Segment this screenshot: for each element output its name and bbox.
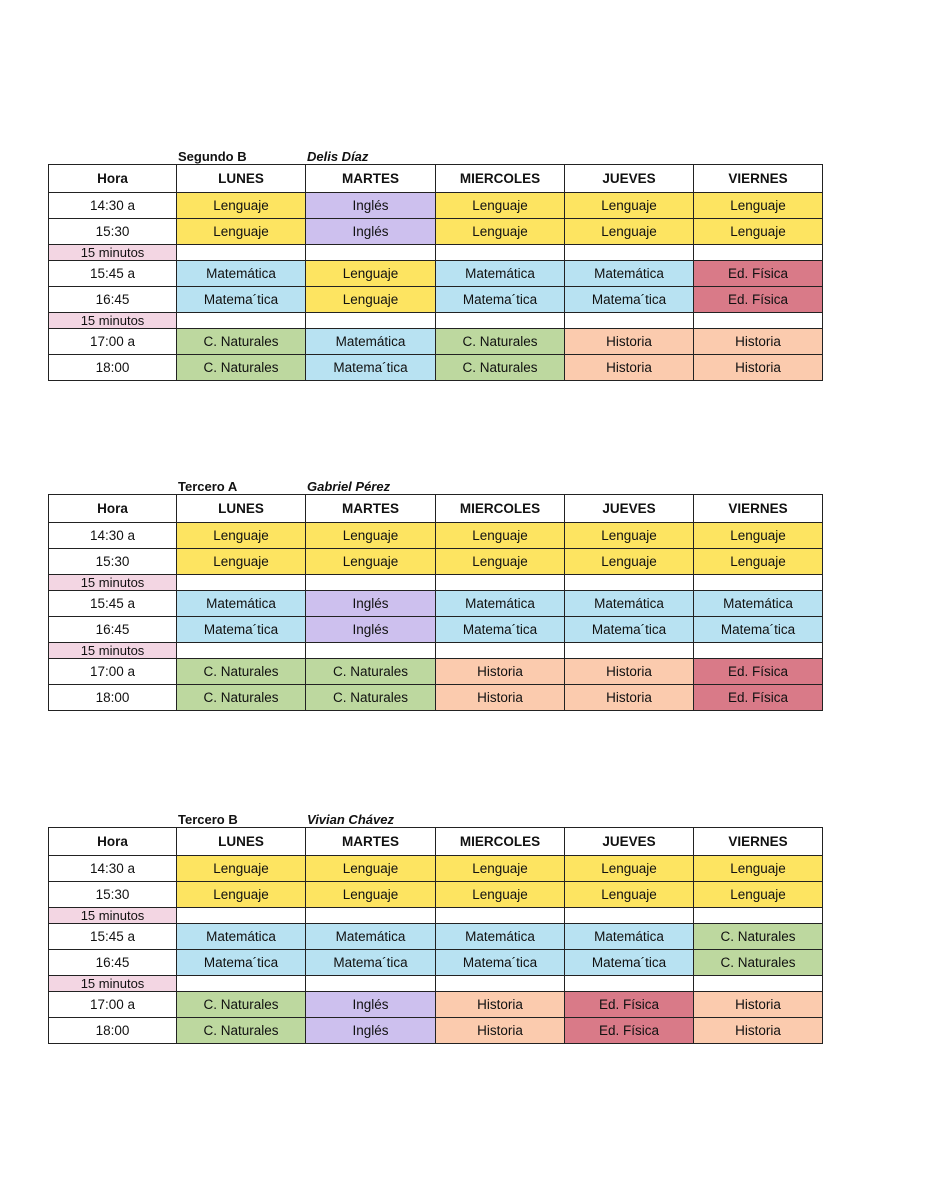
subject-cell: Lenguaje bbox=[694, 882, 823, 908]
teacher-name: Vivian Chávez bbox=[307, 812, 394, 827]
subject-cell: Matema´tica bbox=[306, 355, 436, 381]
day-header-martes: MARTES bbox=[306, 495, 436, 523]
time-cell: 15:30 bbox=[49, 219, 177, 245]
subject-cell: Inglés bbox=[306, 1018, 436, 1044]
schedule-segundo-b bbox=[48, 146, 822, 381]
subject-cell: Lenguaje bbox=[306, 549, 436, 575]
subject-cell: Lenguaje bbox=[177, 523, 306, 549]
subject-cell: Historia bbox=[436, 685, 565, 711]
break-empty-cell bbox=[565, 575, 694, 591]
break-empty-cell bbox=[177, 908, 306, 924]
time-cell: 15:30 bbox=[49, 549, 177, 575]
subject-cell: Matemática bbox=[565, 591, 694, 617]
subject-cell: Matemática bbox=[436, 261, 565, 287]
time-cell: 16:45 bbox=[49, 617, 177, 643]
break-row bbox=[49, 908, 823, 924]
break-empty-cell bbox=[306, 908, 436, 924]
subject-cell: Lenguaje bbox=[177, 193, 306, 219]
time-cell: 17:00 a bbox=[49, 329, 177, 355]
subject-cell: Matema´tica bbox=[177, 287, 306, 313]
time-cell: 14:30 a bbox=[49, 856, 177, 882]
day-header-lunes: LUNES bbox=[177, 165, 306, 193]
break-empty-cell bbox=[177, 245, 306, 261]
break-empty-cell bbox=[694, 313, 823, 329]
subject-cell: Lenguaje bbox=[694, 523, 823, 549]
break-empty-cell bbox=[565, 908, 694, 924]
schedule-header bbox=[48, 146, 822, 164]
subject-cell: Matemática bbox=[306, 924, 436, 950]
break-empty-cell bbox=[306, 245, 436, 261]
break-empty-cell bbox=[565, 313, 694, 329]
lesson-row bbox=[49, 591, 823, 617]
schedule-table bbox=[48, 827, 823, 1044]
subject-cell: Ed. Física bbox=[694, 659, 823, 685]
time-cell: 18:00 bbox=[49, 355, 177, 381]
break-label: 15 minutos bbox=[49, 643, 177, 659]
subject-cell: Matemática bbox=[565, 924, 694, 950]
subject-cell: Lenguaje bbox=[177, 856, 306, 882]
time-cell: 15:45 a bbox=[49, 591, 177, 617]
break-row bbox=[49, 245, 823, 261]
lesson-row bbox=[49, 659, 823, 685]
subject-cell: C. Naturales bbox=[436, 329, 565, 355]
break-empty-cell bbox=[694, 908, 823, 924]
break-label: 15 minutos bbox=[49, 245, 177, 261]
lesson-row bbox=[49, 523, 823, 549]
subject-cell: Lenguaje bbox=[306, 261, 436, 287]
break-empty-cell bbox=[436, 313, 565, 329]
subject-cell: Lenguaje bbox=[565, 523, 694, 549]
lesson-row bbox=[49, 617, 823, 643]
break-empty-cell bbox=[177, 575, 306, 591]
break-row bbox=[49, 976, 823, 992]
time-cell: 16:45 bbox=[49, 287, 177, 313]
subject-cell: Lenguaje bbox=[694, 193, 823, 219]
subject-cell: Matemática bbox=[306, 329, 436, 355]
subject-cell: Inglés bbox=[306, 617, 436, 643]
group-name: Tercero A bbox=[178, 479, 238, 494]
subject-cell: Historia bbox=[694, 329, 823, 355]
day-header-miercoles: MIERCOLES bbox=[436, 165, 565, 193]
break-empty-cell bbox=[177, 643, 306, 659]
subject-cell: C. Naturales bbox=[694, 924, 823, 950]
subject-cell: Matema´tica bbox=[565, 617, 694, 643]
lesson-row bbox=[49, 685, 823, 711]
header-row bbox=[49, 165, 823, 193]
time-cell: 15:45 a bbox=[49, 924, 177, 950]
subject-cell: Historia bbox=[436, 992, 565, 1018]
subject-cell: Lenguaje bbox=[177, 219, 306, 245]
subject-cell: Ed. Física bbox=[694, 685, 823, 711]
day-header-viernes: VIERNES bbox=[694, 828, 823, 856]
day-header-miercoles: MIERCOLES bbox=[436, 828, 565, 856]
group-name: Segundo B bbox=[178, 149, 247, 164]
subject-cell: Historia bbox=[565, 659, 694, 685]
subject-cell: Lenguaje bbox=[177, 882, 306, 908]
time-cell: 17:00 a bbox=[49, 659, 177, 685]
subject-cell: Matema´tica bbox=[306, 950, 436, 976]
subject-cell: Lenguaje bbox=[306, 882, 436, 908]
time-cell: 14:30 a bbox=[49, 523, 177, 549]
lesson-row bbox=[49, 950, 823, 976]
lesson-row bbox=[49, 193, 823, 219]
break-empty-cell bbox=[306, 313, 436, 329]
subject-cell: Lenguaje bbox=[565, 549, 694, 575]
break-row bbox=[49, 643, 823, 659]
subject-cell: Ed. Física bbox=[694, 287, 823, 313]
subject-cell: Lenguaje bbox=[565, 219, 694, 245]
day-header-miercoles: MIERCOLES bbox=[436, 495, 565, 523]
subject-cell: Matemática bbox=[436, 924, 565, 950]
break-empty-cell bbox=[694, 245, 823, 261]
subject-cell: Ed. Física bbox=[565, 992, 694, 1018]
break-empty-cell bbox=[436, 643, 565, 659]
subject-cell: Lenguaje bbox=[694, 549, 823, 575]
subject-cell: Lenguaje bbox=[436, 219, 565, 245]
break-empty-cell bbox=[694, 976, 823, 992]
lesson-row bbox=[49, 261, 823, 287]
teacher-name: Delis Díaz bbox=[307, 149, 369, 164]
subject-cell: Inglés bbox=[306, 219, 436, 245]
subject-cell: C. Naturales bbox=[436, 355, 565, 381]
lesson-row bbox=[49, 856, 823, 882]
lesson-row bbox=[49, 219, 823, 245]
day-header-martes: MARTES bbox=[306, 828, 436, 856]
subject-cell: Matema´tica bbox=[565, 950, 694, 976]
day-header-martes: MARTES bbox=[306, 165, 436, 193]
break-empty-cell bbox=[177, 313, 306, 329]
subject-cell: Historia bbox=[565, 685, 694, 711]
day-header-viernes: VIERNES bbox=[694, 165, 823, 193]
break-empty-cell bbox=[436, 245, 565, 261]
time-cell: 18:00 bbox=[49, 1018, 177, 1044]
lesson-row bbox=[49, 549, 823, 575]
day-header-jueves: JUEVES bbox=[565, 828, 694, 856]
subject-cell: Matema´tica bbox=[177, 950, 306, 976]
subject-cell: Lenguaje bbox=[177, 549, 306, 575]
subject-cell: Lenguaje bbox=[694, 219, 823, 245]
subject-cell: Lenguaje bbox=[436, 523, 565, 549]
hora-header: Hora bbox=[49, 165, 177, 193]
break-label: 15 minutos bbox=[49, 313, 177, 329]
subject-cell: Historia bbox=[565, 355, 694, 381]
subject-cell: Matemática bbox=[177, 924, 306, 950]
subject-cell: Historia bbox=[694, 355, 823, 381]
day-header-jueves: JUEVES bbox=[565, 165, 694, 193]
break-empty-cell bbox=[306, 643, 436, 659]
break-empty-cell bbox=[565, 976, 694, 992]
subject-cell: C. Naturales bbox=[177, 659, 306, 685]
day-header-viernes: VIERNES bbox=[694, 495, 823, 523]
subject-cell: Matemática bbox=[694, 591, 823, 617]
break-empty-cell bbox=[177, 976, 306, 992]
break-row bbox=[49, 575, 823, 591]
subject-cell: Matema´tica bbox=[436, 617, 565, 643]
schedule-table bbox=[48, 164, 823, 381]
subject-cell: Lenguaje bbox=[306, 856, 436, 882]
subject-cell: C. Naturales bbox=[177, 1018, 306, 1044]
subject-cell: Matema´tica bbox=[436, 950, 565, 976]
day-header-lunes: LUNES bbox=[177, 828, 306, 856]
break-empty-cell bbox=[306, 976, 436, 992]
time-cell: 15:45 a bbox=[49, 261, 177, 287]
subject-cell: Lenguaje bbox=[306, 287, 436, 313]
subject-cell: Lenguaje bbox=[436, 856, 565, 882]
day-header-jueves: JUEVES bbox=[565, 495, 694, 523]
break-empty-cell bbox=[694, 575, 823, 591]
subject-cell: C. Naturales bbox=[177, 992, 306, 1018]
subject-cell: Historia bbox=[694, 1018, 823, 1044]
subject-cell: Matema´tica bbox=[436, 287, 565, 313]
schedule-table bbox=[48, 494, 823, 711]
break-label: 15 minutos bbox=[49, 908, 177, 924]
subject-cell: Inglés bbox=[306, 193, 436, 219]
subject-cell: Matemática bbox=[177, 261, 306, 287]
break-empty-cell bbox=[436, 575, 565, 591]
schedule-tercero-a bbox=[48, 476, 822, 711]
subject-cell: Lenguaje bbox=[565, 193, 694, 219]
lesson-row bbox=[49, 329, 823, 355]
subject-cell: Inglés bbox=[306, 992, 436, 1018]
subject-cell: Historia bbox=[436, 659, 565, 685]
subject-cell: Ed. Física bbox=[694, 261, 823, 287]
subject-cell: C. Naturales bbox=[177, 685, 306, 711]
time-cell: 18:00 bbox=[49, 685, 177, 711]
lesson-row bbox=[49, 287, 823, 313]
break-empty-cell bbox=[306, 575, 436, 591]
subject-cell: Inglés bbox=[306, 591, 436, 617]
time-cell: 15:30 bbox=[49, 882, 177, 908]
break-label: 15 minutos bbox=[49, 575, 177, 591]
group-name: Tercero B bbox=[178, 812, 238, 827]
subject-cell: Matema´tica bbox=[565, 287, 694, 313]
subject-cell: Matema´tica bbox=[694, 617, 823, 643]
subject-cell: C. Naturales bbox=[694, 950, 823, 976]
subject-cell: Matemática bbox=[565, 261, 694, 287]
schedule-header bbox=[48, 476, 822, 494]
subject-cell: C. Naturales bbox=[306, 685, 436, 711]
subject-cell: C. Naturales bbox=[177, 355, 306, 381]
subject-cell: Lenguaje bbox=[436, 549, 565, 575]
lesson-row bbox=[49, 992, 823, 1018]
subject-cell: C. Naturales bbox=[177, 329, 306, 355]
time-cell: 17:00 a bbox=[49, 992, 177, 1018]
time-cell: 14:30 a bbox=[49, 193, 177, 219]
hora-header: Hora bbox=[49, 828, 177, 856]
subject-cell: Lenguaje bbox=[694, 856, 823, 882]
subject-cell: Matemática bbox=[436, 591, 565, 617]
time-cell: 16:45 bbox=[49, 950, 177, 976]
break-empty-cell bbox=[565, 245, 694, 261]
subject-cell: Lenguaje bbox=[565, 882, 694, 908]
subject-cell: Matema´tica bbox=[177, 617, 306, 643]
break-row bbox=[49, 313, 823, 329]
subject-cell: Lenguaje bbox=[565, 856, 694, 882]
lesson-row bbox=[49, 924, 823, 950]
subject-cell: Lenguaje bbox=[306, 523, 436, 549]
hora-header: Hora bbox=[49, 495, 177, 523]
break-empty-cell bbox=[436, 976, 565, 992]
break-empty-cell bbox=[694, 643, 823, 659]
day-header-lunes: LUNES bbox=[177, 495, 306, 523]
header-row bbox=[49, 495, 823, 523]
subject-cell: C. Naturales bbox=[306, 659, 436, 685]
subject-cell: Matemática bbox=[177, 591, 306, 617]
break-label: 15 minutos bbox=[49, 976, 177, 992]
subject-cell: Lenguaje bbox=[436, 882, 565, 908]
schedule-tercero-b bbox=[48, 809, 822, 1044]
subject-cell: Ed. Física bbox=[565, 1018, 694, 1044]
schedule-header bbox=[48, 809, 822, 827]
subject-cell: Lenguaje bbox=[436, 193, 565, 219]
lesson-row bbox=[49, 1018, 823, 1044]
lesson-row bbox=[49, 882, 823, 908]
subject-cell: Historia bbox=[694, 992, 823, 1018]
lesson-row bbox=[49, 355, 823, 381]
teacher-name: Gabriel Pérez bbox=[307, 479, 391, 494]
break-empty-cell bbox=[565, 643, 694, 659]
header-row bbox=[49, 828, 823, 856]
break-empty-cell bbox=[436, 908, 565, 924]
subject-cell: Historia bbox=[565, 329, 694, 355]
subject-cell: Historia bbox=[436, 1018, 565, 1044]
